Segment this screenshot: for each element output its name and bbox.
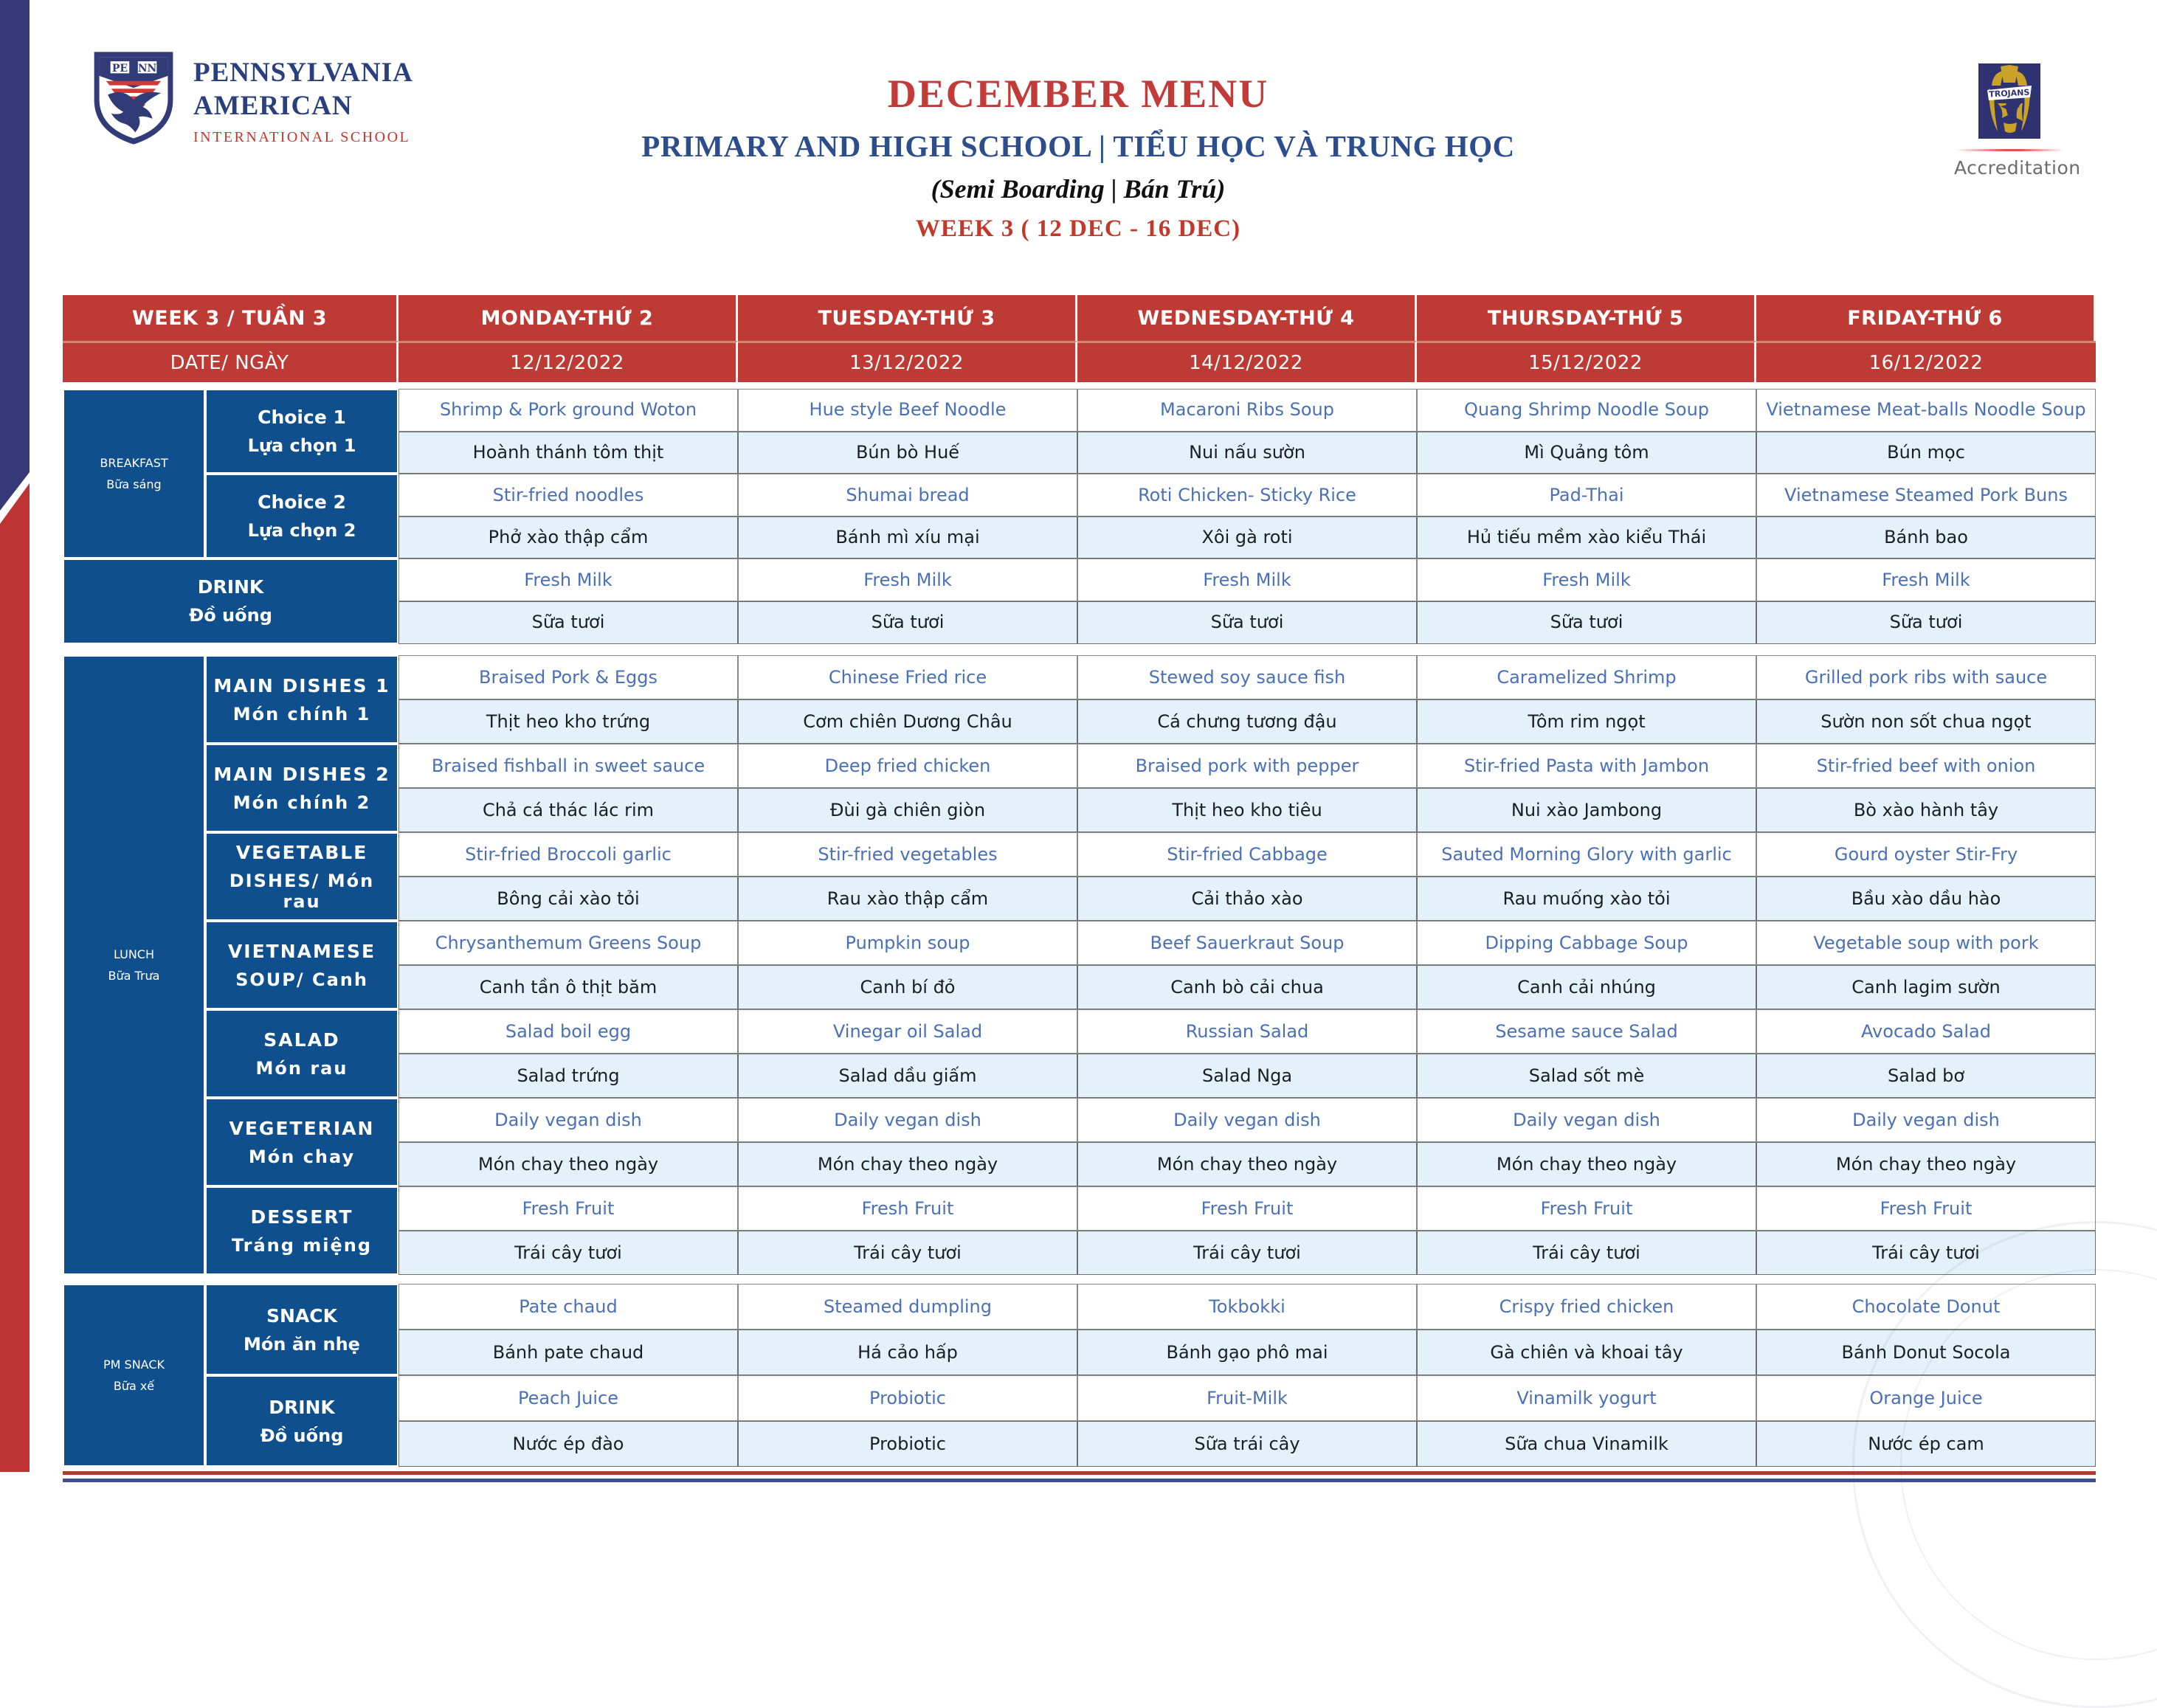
row-label-line1: DESSERT [250, 1206, 353, 1228]
menu-item-en: Dipping Cabbage Soup [1417, 921, 1756, 965]
menu-item-en: Stir-fried Cabbage [1077, 832, 1417, 877]
row-label-line2: Lựa chọn 1 [247, 435, 356, 457]
row-label-line1: SALAD [263, 1028, 340, 1051]
menu-item-en: Vietnamese Steamed Pork Buns [1756, 474, 2096, 516]
row-label-line2: Món chính 2 [232, 792, 371, 813]
boarding-note: (Semi Boarding | Bán Trú) [931, 174, 1226, 204]
section-label-en: LUNCH [114, 947, 154, 961]
menu-item-en: Shrimp & Pork ground Woton [398, 389, 738, 432]
menu-item-vi: Trái cây tươi [738, 1231, 1077, 1275]
section-label-vi: Bữa sáng [106, 477, 162, 492]
menu-item-vi: Xôi gà roti [1077, 516, 1417, 559]
menu-item-vi: Canh bò cải chua [1077, 965, 1417, 1009]
menu-item-en: Stir-fried noodles [398, 474, 738, 516]
week-header-cell: WEEK 3 / TUẦN 3 [63, 295, 398, 341]
menu-item-en: Fresh Fruit [738, 1186, 1077, 1231]
svg-text:TROJANS: TROJANS [1988, 87, 2030, 100]
section-label [63, 655, 205, 1275]
menu-item-vi: Thịt heo kho tiêu [1077, 788, 1417, 832]
menu-item-en: Daily vegan dish [1756, 1098, 2096, 1142]
menu-item-vi: Sữa tươi [1417, 601, 1756, 644]
row-label-line2: Tráng miệng [231, 1234, 373, 1256]
breakfast-section [63, 389, 2096, 644]
menu-item-vi: Bánh bao [1756, 516, 2096, 559]
accreditation-block [1954, 63, 2081, 179]
menu-item-en: Gourd oyster Stir-Fry [1756, 832, 2096, 877]
menu-item-vi: Bánh mì xíu mại [738, 516, 1077, 559]
date-cell: 13/12/2022 [738, 341, 1077, 382]
menu-item-vi: Sữa trái cây [1077, 1421, 1417, 1467]
row-label [205, 832, 398, 921]
row-label-line2: DISHES/ Món rau [229, 870, 375, 912]
menu-item-en: Pumpkin soup [738, 921, 1077, 965]
school-header [90, 50, 413, 149]
section-label [63, 1284, 205, 1467]
menu-item-en: Daily vegan dish [1417, 1098, 1756, 1142]
menu-item-vi: Bò xào hành tây [1756, 788, 2096, 832]
menu-item-vi: Đùi gà chiên giòn [738, 788, 1077, 832]
row-label-line1: Choice 2 [258, 491, 346, 514]
row-label-line1: DRINK [269, 1396, 335, 1418]
menu-item-en: Stir-fried vegetables [738, 832, 1077, 877]
menu-item-en: Tokbokki [1077, 1284, 1417, 1330]
lunch-section [63, 655, 2096, 1275]
menu-table-header [63, 295, 2096, 382]
menu-item-en: Roti Chicken- Sticky Rice [1077, 474, 1417, 516]
page-title: DECEMBER MENU [887, 72, 1269, 116]
menu-item-en: Macaroni Ribs Soup [1077, 389, 1417, 432]
section-label [63, 389, 205, 559]
menu-item-vi: Nui nấu sườn [1077, 432, 1417, 474]
menu-item-vi: Cải thảo xào [1077, 877, 1417, 921]
section-label-en: BREAKFAST [100, 456, 168, 471]
row-label-line1: VEGETABLE [235, 841, 368, 863]
menu-item-vi: Món chay theo ngày [738, 1142, 1077, 1186]
menu-item-en: Braised fishball in sweet sauce [398, 744, 738, 788]
date-cell: 14/12/2022 [1077, 341, 1417, 382]
menu-item-vi: Bánh Donut Socola [1756, 1330, 2096, 1375]
menu-item-vi: Phở xào thập cẩm [398, 516, 738, 559]
menu-item-en: Fresh Fruit [398, 1186, 738, 1231]
menu-item-en: Deep fried chicken [738, 744, 1077, 788]
menu-item-vi: Hủ tiếu mềm xào kiểu Thái [1417, 516, 1756, 559]
menu-item-en: Probiotic [738, 1375, 1077, 1421]
menu-item-vi: Salad sốt mè [1417, 1054, 1756, 1098]
week-range: WEEK 3 ( 12 DEC - 16 DEC) [915, 215, 1241, 242]
row-label-line2: SOUP/ Canh [235, 969, 368, 990]
row-label [63, 559, 398, 643]
menu-item-vi: Canh bí đỏ [738, 965, 1077, 1009]
date-cell: 16/12/2022 [1756, 341, 2096, 382]
menu-item-vi: Salad trứng [398, 1054, 738, 1098]
menu-item-vi: Sữa chua Vinamilk [1417, 1421, 1756, 1467]
row-label-line2: Món ăn nhẹ [244, 1333, 360, 1355]
menu-item-vi: Há cảo hấp [738, 1330, 1077, 1375]
row-label-line1: VIETNAMESE [227, 940, 376, 962]
menu-item-en: Fresh Milk [1417, 559, 1756, 601]
menu-item-vi: Bún mọc [1756, 432, 2096, 474]
pm-snack-section [63, 1284, 2096, 1467]
menu-item-en: Fresh Fruit [1756, 1186, 2096, 1231]
menu-item-vi: Sữa tươi [398, 601, 738, 644]
menu-item-vi: Bông cải xào tỏi [398, 877, 738, 921]
day-header-cell: THURSDAY-THỨ 5 [1417, 295, 1756, 341]
menu-item-vi: Món chay theo ngày [1077, 1142, 1417, 1186]
row-label-line1: MAIN DISHES 2 [213, 763, 390, 785]
row-label-line2: Đồ uống [260, 1425, 344, 1446]
day-header-cell: WEDNESDAY-THỨ 4 [1077, 295, 1417, 341]
menu-item-en: Stir-fried beef with onion [1756, 744, 2096, 788]
menu-item-vi: Salad Nga [1077, 1054, 1417, 1098]
menu-item-en: Fresh Milk [1756, 559, 2096, 601]
footer-rule-red [63, 1471, 2096, 1475]
menu-item-en: Steamed dumpling [738, 1284, 1077, 1330]
menu-item-en: Sesame sauce Salad [1417, 1009, 1756, 1054]
menu-item-vi: Trái cây tươi [398, 1231, 738, 1275]
menu-item-vi: Canh cải nhúng [1417, 965, 1756, 1009]
menu-item-vi: Món chay theo ngày [1417, 1142, 1756, 1186]
menu-item-vi: Bánh gạo phô mai [1077, 1330, 1417, 1375]
menu-item-en: Daily vegan dish [738, 1098, 1077, 1142]
menu-item-en: Vegetable soup with pork [1756, 921, 2096, 965]
menu-item-vi: Probiotic [738, 1421, 1077, 1467]
menu-item-en: Chinese Fried rice [738, 655, 1077, 699]
menu-item-vi: Bánh pate chaud [398, 1330, 738, 1375]
row-label-line2: Món chính 1 [232, 703, 371, 725]
menu-item-vi: Nước ép cam [1756, 1421, 2096, 1467]
menu-item-en: Fresh Milk [1077, 559, 1417, 601]
menu-item-vi: Bầu xào dầu hào [1756, 877, 2096, 921]
menu-item-en: Daily vegan dish [1077, 1098, 1417, 1142]
section-label-vi: Bữa xế [113, 1379, 155, 1393]
menu-item-en: Vinegar oil Salad [738, 1009, 1077, 1054]
menu-item-vi: Rau xào thập cẩm [738, 877, 1077, 921]
row-label-line1: DRINK [197, 576, 264, 598]
menu-item-en: Fresh Fruit [1077, 1186, 1417, 1231]
menu-item-en: Shumai bread [738, 474, 1077, 516]
date-label-cell: DATE/ NGÀY [63, 341, 398, 382]
menu-item-en: Quang Shrimp Noodle Soup [1417, 389, 1756, 432]
menu-item-vi: Canh tần ô thịt băm [398, 965, 738, 1009]
menu-item-vi: Cá chưng tương đậu [1077, 699, 1417, 744]
menu-item-vi: Trái cây tươi [1077, 1231, 1417, 1275]
menu-item-en: Crispy fried chicken [1417, 1284, 1756, 1330]
footer-rule-navy [63, 1479, 2096, 1482]
row-label [205, 389, 398, 474]
menu-item-vi: Món chay theo ngày [398, 1142, 738, 1186]
row-label [205, 744, 398, 832]
menu-item-en: Daily vegan dish [398, 1098, 738, 1142]
menu-item-vi: Sườn non sốt chua ngọt [1756, 699, 2096, 744]
menu-item-en: Orange Juice [1756, 1375, 2096, 1421]
row-label-line2: Món rau [255, 1057, 348, 1079]
section-label-vi: Bữa Trưa [108, 969, 160, 983]
row-label-line1: SNACK [266, 1304, 337, 1327]
row-label-line2: Lựa chọn 2 [247, 520, 356, 542]
menu-item-en: Avocado Salad [1756, 1009, 2096, 1054]
document-titles [547, 71, 1609, 243]
left-ribbon-red [0, 483, 30, 1472]
row-label [205, 1098, 398, 1186]
row-label [205, 1284, 398, 1375]
menu-item-vi: Sữa tươi [1756, 601, 2096, 644]
menu-item-vi: Món chay theo ngày [1756, 1142, 2096, 1186]
menu-item-en: Fresh Milk [398, 559, 738, 601]
section-label-en: PM SNACK [103, 1358, 165, 1372]
menu-item-en: Chrysanthemum Greens Soup [398, 921, 738, 965]
day-header-cell: MONDAY-THỨ 2 [398, 295, 738, 341]
menu-item-vi: Thịt heo kho trứng [398, 699, 738, 744]
menu-item-vi: Bún bò Huế [738, 432, 1077, 474]
menu-item-en: Stir-fried Broccoli garlic [398, 832, 738, 877]
row-label [205, 474, 398, 559]
row-label-line2: Đồ uống [189, 605, 272, 626]
accreditation-divider [1955, 149, 2064, 151]
menu-item-en: Braised Pork & Eggs [398, 655, 738, 699]
row-label [205, 1186, 398, 1275]
menu-item-vi: Tôm rim ngọt [1417, 699, 1756, 744]
menu-item-en: Stir-fried Pasta with Jambon [1417, 744, 1756, 788]
day-header-cell: TUESDAY-THỨ 3 [738, 295, 1077, 341]
menu-item-vi: Chả cá thác lác rim [398, 788, 738, 832]
menu-item-en: Hue style Beef Noodle [738, 389, 1077, 432]
menu-item-en: Pate chaud [398, 1284, 738, 1330]
menu-item-en: Braised pork with pepper [1077, 744, 1417, 788]
page-subtitle: PRIMARY AND HIGH SCHOOL | TIỂU HỌC VÀ TRUNG HỌC [641, 129, 1515, 163]
svg-text:NN: NN [137, 63, 157, 75]
menu-item-en: Chocolate Donut [1756, 1284, 2096, 1330]
row-label [205, 1375, 398, 1467]
menu-item-vi: Gà chiên và khoai tây [1417, 1330, 1756, 1375]
school-name-line2: AMERICAN [193, 91, 353, 122]
row-label [205, 1009, 398, 1098]
menu-item-en: Stewed soy sauce fish [1077, 655, 1417, 699]
menu-item-vi: Sữa tươi [1077, 601, 1417, 644]
row-label-line2: Món chay [248, 1146, 356, 1167]
menu-item-en: Beef Sauerkraut Soup [1077, 921, 1417, 965]
menu-item-en: Vinamilk yogurt [1417, 1375, 1756, 1421]
menu-item-vi: Mì Quảng tôm [1417, 432, 1756, 474]
menu-item-en: Vietnamese Meat-balls Noodle Soup [1756, 389, 2096, 432]
menu-item-vi: Hoành thánh tôm thịt [398, 432, 738, 474]
day-header-cell: FRIDAY-THỨ 6 [1756, 295, 2096, 341]
menu-item-en: Pad-Thai [1417, 474, 1756, 516]
date-cell: 12/12/2022 [398, 341, 738, 382]
menu-item-vi: Salad bơ [1756, 1054, 2096, 1098]
menu-item-en: Fresh Fruit [1417, 1186, 1756, 1231]
menu-item-vi: Trái cây tươi [1417, 1231, 1756, 1275]
trojans-badge-icon [1978, 87, 2040, 142]
menu-item-vi: Nước ép đào [398, 1421, 738, 1467]
row-label [205, 921, 398, 1009]
date-cell: 15/12/2022 [1417, 341, 1756, 382]
school-name-line1: PENNSYLVANIA [193, 58, 413, 88]
left-ribbon-navy [0, 0, 30, 516]
menu-item-en: Russian Salad [1077, 1009, 1417, 1054]
accreditation-label: Accreditation [1954, 157, 2081, 179]
row-label-line1: VEGETERIAN [229, 1117, 375, 1139]
menu-item-en: Salad boil egg [398, 1009, 738, 1054]
menu-item-vi: Rau muống xào tỏi [1417, 877, 1756, 921]
menu-item-vi: Trái cây tươi [1756, 1231, 2096, 1275]
menu-item-en: Fresh Milk [738, 559, 1077, 601]
menu-item-en: Fruit-Milk [1077, 1375, 1417, 1421]
menu-item-vi: Sữa tươi [738, 601, 1077, 644]
row-label [205, 655, 398, 744]
svg-text:PE: PE [111, 63, 128, 75]
menu-item-en: Peach Juice [398, 1375, 738, 1421]
row-label-line1: Choice 1 [258, 407, 346, 429]
menu-item-vi: Nui xào Jambong [1417, 788, 1756, 832]
school-name-line3: INTERNATIONAL SCHOOL [193, 129, 411, 146]
menu-item-en: Caramelized Shrimp [1417, 655, 1756, 699]
school-shield-logo [90, 50, 177, 149]
menu-item-en: Sauted Morning Glory with garlic [1417, 832, 1756, 877]
menu-item-vi: Salad dầu giấm [738, 1054, 1077, 1098]
row-label-line1: MAIN DISHES 1 [213, 674, 390, 696]
menu-item-vi: Canh lagim sườn [1756, 965, 2096, 1009]
menu-item-vi: Cơm chiên Dương Châu [738, 699, 1077, 744]
menu-item-en: Grilled pork ribs with sauce [1756, 655, 2096, 699]
